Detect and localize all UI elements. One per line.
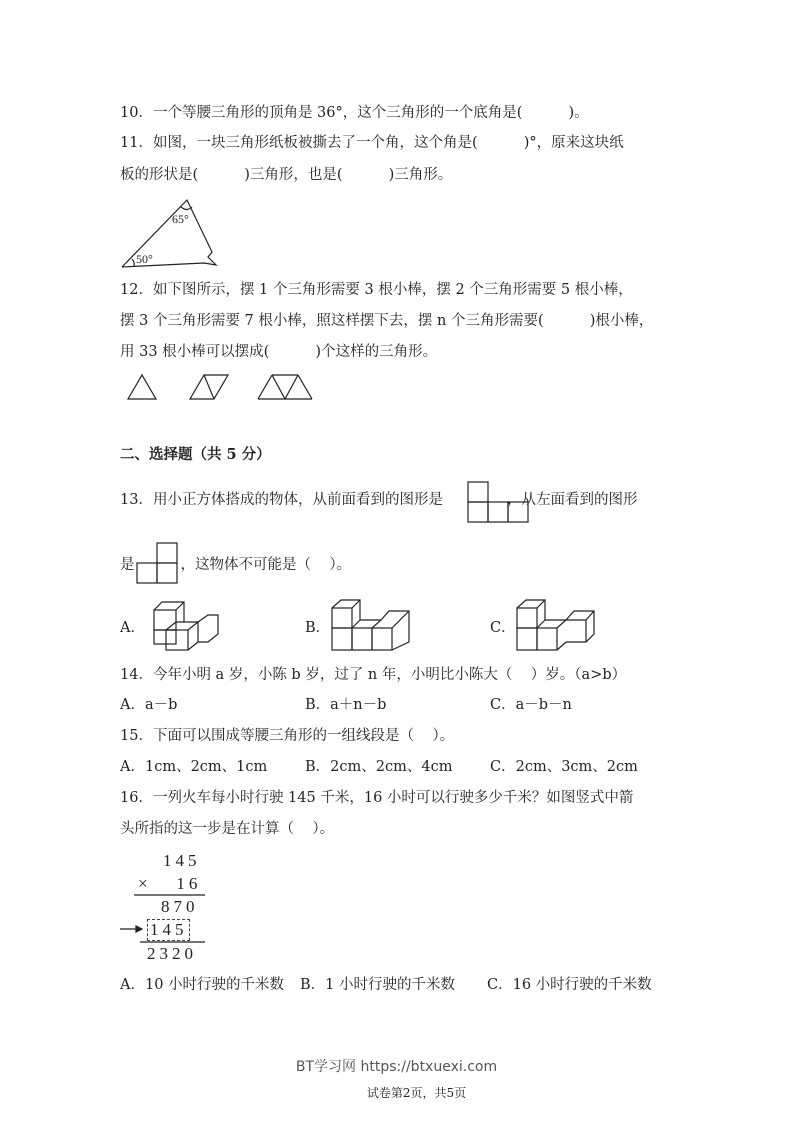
q13-text-b: ，从左面看到的图形 <box>506 492 638 508</box>
q13-text-a: 13．用小正方体搭成的物体，从前面看到的图形是 <box>120 492 443 508</box>
calc-product: 2320 <box>147 944 197 963</box>
q15-option-b[interactable]: B．2cm、2cm、4cm <box>305 759 453 775</box>
q13-text-d: ，这物体不可能是（ ）。 <box>180 557 352 573</box>
q15-option-c[interactable]: C．2cm、3cm、2cm <box>490 759 638 775</box>
q15-option-a[interactable]: A．1cm、2cm、1cm <box>120 759 268 775</box>
page-number: 试卷第2页，共5页 <box>366 1086 467 1100</box>
q13-option-c[interactable]: C． <box>490 620 516 636</box>
calc-multiplier: × 16 <box>138 874 202 893</box>
three-triangles-figure <box>258 372 318 402</box>
q13-option-b[interactable]: B． <box>305 620 331 636</box>
question-14: 14．今年小明 a 岁，小陈 b 岁，过了 n 年，小明比小陈大（ ）岁。（a>b） <box>120 667 627 683</box>
cube-figure-a <box>152 600 222 652</box>
front-view-figure <box>467 481 531 523</box>
question-16-line2: 头所指的这一步是在计算（ ）。 <box>120 821 335 837</box>
q14-option-b[interactable]: B．a＋n－b <box>305 697 387 713</box>
cube-figure-b <box>331 598 413 654</box>
question-12-line1: 12．如下图所示，摆 1 个三角形需要 3 根小棒，摆 2 个三角形需要 5 根小棒， <box>120 282 633 298</box>
torn-triangle-figure <box>120 195 230 270</box>
angle-65-label: 65° <box>172 212 189 226</box>
q13-option-a[interactable]: A． <box>120 620 145 636</box>
question-11-line1: 11．如图，一块三角形纸板被撕去了一个角，这个角是( )°，原来这块纸 <box>120 135 624 151</box>
question-16-line1: 16．一列火车每小时行驶 145 千米，16 小时可以行驶多少千米？如图竖式中箭 <box>120 790 634 806</box>
watermark: BT学习网 https://btxuexi.com <box>295 1059 498 1075</box>
q16-option-b[interactable]: B．1 小时行驶的千米数 <box>300 977 455 993</box>
section-2-heading: 二、选择题（共 5 分） <box>120 446 271 463</box>
question-11-line2: 板的形状是( )三角形，也是( )三角形。 <box>120 167 453 183</box>
q13-text-c: 是 <box>120 557 135 573</box>
q14-option-c[interactable]: C．a－b－n <box>490 697 572 713</box>
question-13-line1 <box>120 490 637 510</box>
q16-option-a[interactable]: A．10 小时行驶的千米数 <box>120 977 285 993</box>
left-view-figure <box>136 542 180 584</box>
q16-option-c[interactable]: C．16 小时行驶的千米数 <box>487 977 652 993</box>
angle-50-label: 50° <box>136 252 153 266</box>
calc-partial-1: 870 <box>161 897 199 916</box>
question-15: 15．下面可以围成等腰三角形的一组线段是（ ）。 <box>120 728 455 744</box>
question-12-line2: 摆 3 个三角形需要 7 根小棒，照这样摆下去，摆 n 个三角形需要( )根小棒， <box>120 313 654 329</box>
question-10: 10．一个等腰三角形的顶角是 36°，这个三角形的一个底角是( )。 <box>120 105 589 121</box>
calc-lines <box>120 870 210 942</box>
calc-multiplicand: 145 <box>163 851 201 870</box>
q14-option-a[interactable]: A．a－b <box>120 697 178 713</box>
calc-partial-2-highlighted: 145 <box>147 919 190 941</box>
cube-figure-c <box>516 598 598 654</box>
triangle-sticks-figure <box>128 372 248 402</box>
question-12-line3: 用 33 根小棒可以摆成( )个这样的三角形。 <box>120 344 438 360</box>
